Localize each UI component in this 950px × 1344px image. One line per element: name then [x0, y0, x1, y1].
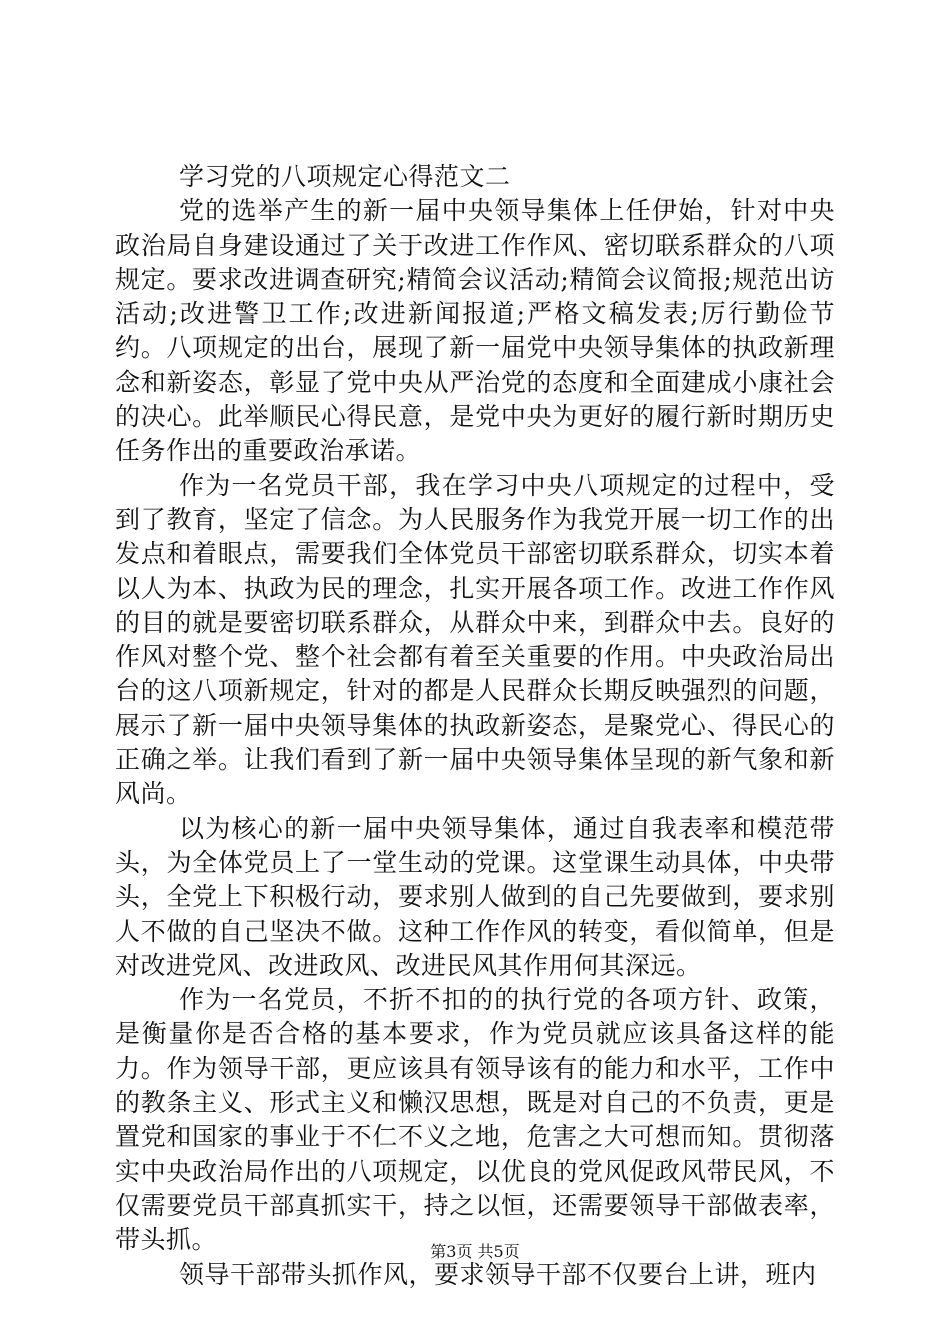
paragraph-4: 作为一名党员，不折不扣的的执行党的各项方针、政策，是衡量你是否合格的基本要求，作为党员就应该具备这样的能力。作为领导干部，更应该具有领导该有的能力和水平，工作中的教条主义、形式主义和懒汉思想，既是对自己的不负责，更是置党和国家的事业于不仁不义之地，危害之大可想而知。贯彻落实中央政治局作出的八项规定，以优良的党风促政风带民风，不仅需要党员干部真抓实干，持之以恒，还需要领导干部做表率，带头抓。: [115, 985, 835, 1255]
paragraph-1: 党的选举产生的新一届中央领导集体上任伊始，针对中央政治局自身建设通过了关于改进工作作风、密切联系群众的八项规定。要求改进调查研究;精简会议活动;精简会议简报;规范出访活动;改进警卫工作;改进新闻报道;严格文稿发表;厉行勤俭节约。八项规定的出台，展现了新一届党中央领导集体的执政新理念和新姿态，彰显了党中央从严治党的态度和全面建成小康社会的决心。此举顺民心得民意，是党中央为更好的履行新时期历史任务作出的重要政治承诺。: [115, 196, 835, 466]
page-number-footer: 第3页 共5页: [430, 1242, 520, 1261]
document-body: [115, 160, 835, 1292]
paragraph-3: 以为核心的新一届中央领导集体，通过自我表率和模范带头，为全体党员上了一堂生动的党课。这堂课生动具体，中央带头，全党上下积极行动，要求别人做到的自己先要做到，要求别人不做的自己坚决不做。这种工作作风的转变，看似简单，但是对改进党风、改进政风、改进民风其作用何其深远。: [115, 813, 835, 980]
document-title: 学习党的八项规定心得范文二: [179, 162, 511, 191]
paragraph-5: 领导干部带头抓作风，要求领导干部不仅要台上讲，班内: [179, 1259, 817, 1289]
paragraph-2: 作为一名党员干部，我在学习中央八项规定的过程中，受到了教育，坚定了信念。为人民服务作为我党开展一切工作的出发点和着眼点，需要我们全体党员干部密切联系群众，切实本着以人为本、执政为民的理念，扎实开展各项工作。改进工作作风的目的就是要密切联系群众，从群众中来，到群众中去。良好的作风对整个党、整个社会都有着至关重要的作用。中央政治局出台的这八项新规定，针对的都是人民群众长期反映强烈的问题，展示了新一届中央领导集体的执政新姿态，是聚党心、得民心的正确之举。让我们看到了新一届中央领导集体呈现的新气象和新风尚。: [115, 470, 835, 809]
